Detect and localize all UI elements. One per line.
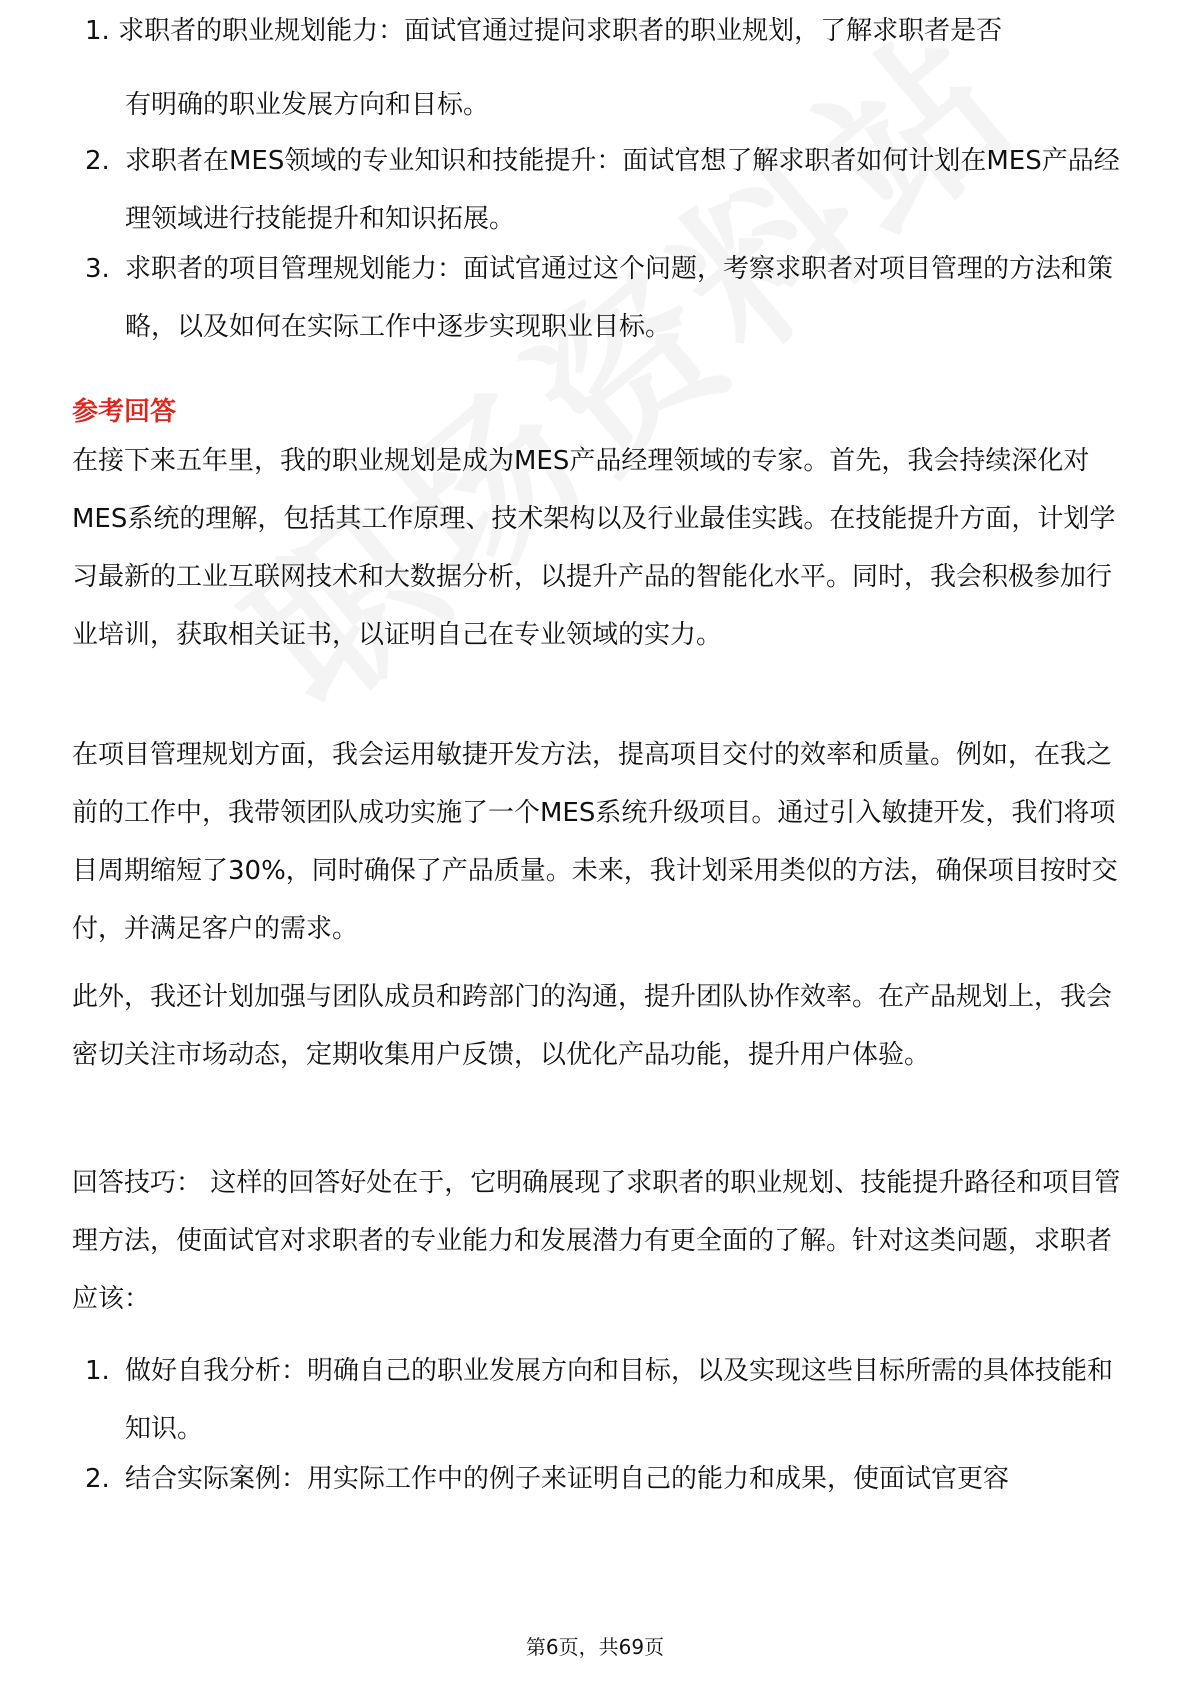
list-item [85, 1450, 1125, 1508]
paragraph: 回答技巧： 这样的回答好处在于，它明确展现了求职者的职业规划、技能提升路径和项目管理方法，使面试官对求职者的专业能力和发展潜力有更全面的了解。针对这类问题，求职者应该： [72, 1168, 1121, 1314]
list-item-text: 求职者在MES领域的专业知识和技能提升：面试官想了解求职者如何计划在MES产品经理领域进行技能提升和知识拓展。 [125, 146, 1120, 234]
list-item-number: 3. [85, 254, 110, 284]
list-item-number: 2. [85, 1464, 110, 1494]
list-item-number: 2. [85, 146, 110, 176]
list-item-text: 做好自我分析：明确自己的职业发展方向和目标，以及实现这些目标所需的具体技能和知识。 [125, 1356, 1114, 1444]
paragraph: 在项目管理规划方面，我会运用敏捷开发方法，提高项目交付的效率和质量。例如，在我之前的工作中，我带领团队成功实施了一个MES系统升级项目。通过引入敏捷开发，我们将项目周期缩短了30%，同时确保了产品质量。未来，我计划采用类似的方法，确保项目按时交付，并满足客户的需求。 [72, 740, 1118, 944]
section-heading: 参考回答 [72, 397, 177, 427]
list-item-number: 1. [85, 1356, 110, 1386]
list-item [85, 76, 1125, 134]
page-footer: 第6页，共69页 [525, 1635, 665, 1659]
paragraph: 在接下来五年里，我的职业规划是成为MES产品经理领域的专家。首先，我会持续深化对MES系统的理解，包括其工作原理、技术架构以及行业最佳实践。在技能提升方面，计划学习最新的工业互联网技术和大数据分析，以提升产品的智能化水平。同时，我会积极参加行业培训，获取相关证书，以证明自己在专业领域的实力。 [72, 446, 1116, 650]
paragraph: 此外，我还计划加强与团队成员和跨部门的沟通，提升团队协作效率。在产品规划上，我会密切关注市场动态，定期收集用户反馈，以优化产品功能，提升用户体验。 [72, 982, 1113, 1070]
partial-list-line: 1. 求职者的职业规划能力：面试官通过提问求职者的职业规划，了解求职者是否 [85, 16, 1003, 46]
list-item [85, 240, 1125, 356]
list-item-text: 结合实际案例：用实际工作中的例子来证明自己的能力和成果，使面试官更容 [125, 1464, 1010, 1494]
list-item-text: 有明确的职业发展方向和目标。 [125, 90, 490, 120]
list-item [85, 132, 1125, 248]
list-item [85, 1342, 1125, 1458]
list-item-text: 求职者的项目管理规划能力：面试官通过这个问题，考察求职者对项目管理的方法和策略，以及如何在实际工作中逐步实现职业目标。 [125, 254, 1114, 342]
